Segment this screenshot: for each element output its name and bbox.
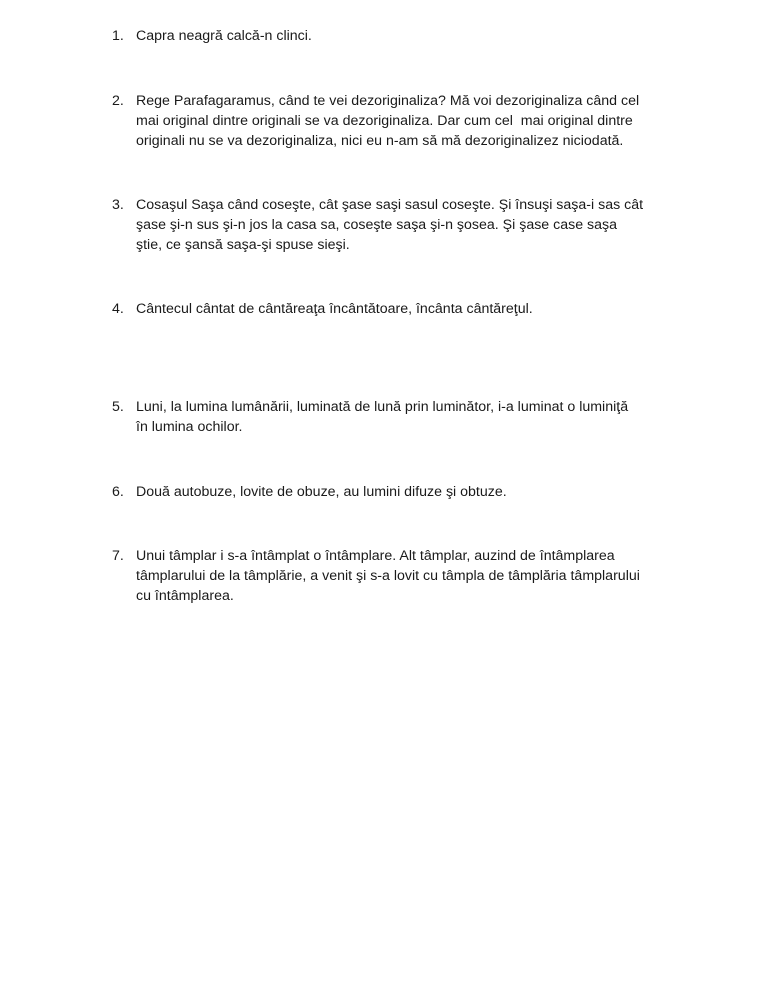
- item-line: mai original dintre originali se va dezoriginaliza. Dar cum cel mai original dintre: [136, 113, 633, 129]
- item-number: 6.: [112, 484, 124, 500]
- item-line: Cosaşul Saşa când coseşte, cât şase saşi sasul coseşte. Şi însuşi saşa-i sas cât: [136, 197, 644, 213]
- item-text: [136, 91, 682, 151]
- item-number: 1.: [112, 28, 124, 44]
- list-item: [112, 91, 682, 151]
- item-text: [136, 546, 682, 606]
- item-line: ştie, ce şansă saşa-şi spuse sieşi.: [136, 237, 350, 253]
- item-line: şase şi-n sus şi-n jos la casa sa, coseşte saşa şi-n şosea. Şi şase case saşa: [136, 217, 618, 233]
- item-text: [136, 195, 682, 255]
- item-line: Unui tâmplar i s-a întâmplat o întâmplare. Alt tâmplar, auzind de întâmplarea: [136, 548, 615, 564]
- item-text: [136, 397, 682, 437]
- list-item: [112, 546, 682, 606]
- item-line: Cântecul cântat de cântăreaţa încântătoare, încânta cântăreţul.: [136, 301, 533, 317]
- list-item: [112, 482, 682, 502]
- item-text: [136, 26, 682, 46]
- item-line: Luni, la lumina lumânării, luminată de lună prin luminător, i-a luminat o luminiţă: [136, 399, 629, 415]
- item-line: Rege Parafagaramus, când te vei dezoriginaliza? Mă voi dezoriginaliza când cel: [136, 93, 640, 109]
- list-item: [112, 397, 682, 437]
- item-number: 3.: [112, 197, 124, 213]
- item-line: în lumina ochilor.: [136, 419, 243, 435]
- item-text: [136, 482, 682, 502]
- item-number: 2.: [112, 93, 124, 109]
- item-number: 5.: [112, 399, 124, 415]
- item-line: Capra neagră calcă-n clinci.: [136, 28, 312, 44]
- list-item: [112, 195, 682, 255]
- item-number: 7.: [112, 548, 124, 564]
- item-line: tâmplarului de la tâmplărie, a venit şi s-a lovit cu tâmpla de tâmplăria tâmplarului: [136, 568, 640, 584]
- list-item: [112, 26, 682, 46]
- item-text: [136, 299, 682, 319]
- item-line: cu întâmplarea.: [136, 588, 234, 604]
- item-line: originali nu se va dezoriginaliza, nici eu n-am să mă dezoriginalizez niciodată.: [136, 133, 624, 149]
- item-number: 4.: [112, 301, 124, 317]
- item-line: Două autobuze, lovite de obuze, au lumini difuze şi obtuze.: [136, 484, 507, 500]
- list-item: [112, 299, 682, 319]
